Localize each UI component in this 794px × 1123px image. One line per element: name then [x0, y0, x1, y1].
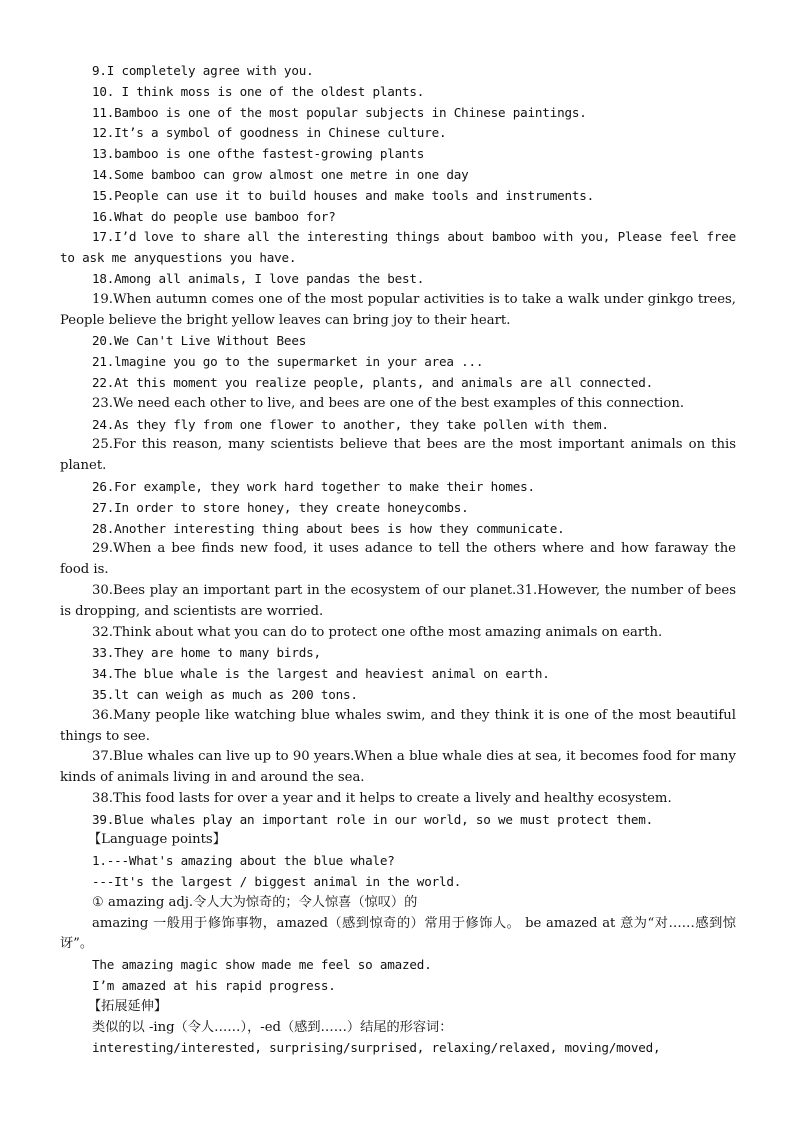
extension-intro: 类似的以 -ing（令人……），-ed（感到……）结尾的形容词：: [92, 1019, 453, 1035]
sentence-11: 11.Bamboo is one of the most popular subjects in Chinese paintings.: [92, 104, 587, 120]
sentence-24: 24.As they fly from one flower to another, they take pollen with them.: [92, 416, 609, 432]
language-point-question: 1.---What's amazing about the blue whale?: [92, 853, 395, 869]
sentence-13: 13.bamboo is one ofthe fastest-growing plants: [92, 146, 425, 162]
sentence-27: 27.In order to store honey, they create honeycombs.: [92, 499, 469, 515]
sentence-30-31: 30.Bees play an important part in the ecosystem of our planet.31.However, the number of bees is dropping, and scientists are worried.: [60, 582, 736, 619]
sentence-15: 15.People can use it to build houses and make tools and instruments.: [92, 187, 594, 203]
sentence-36: 36.Many people like watching blue whales swim, and they think it is one of the most beautiful things to see.: [60, 707, 736, 744]
sentence-21: 21.lmagine you go to the supermarket in your area ...: [92, 354, 484, 370]
language-point-definition: ① amazing adj.令人大为惊奇的；令人惊喜（惊叹）的: [92, 894, 418, 910]
sentence-33: 33.They are home to many birds,: [92, 645, 321, 661]
sentence-12: 12.It’s a symbol of goodness in Chinese culture.: [92, 125, 447, 141]
sentence-14: 14.Some bamboo can grow almost one metre in one day: [92, 166, 469, 182]
sentence-16: 16.What do people use bamboo for?: [92, 208, 336, 224]
language-point-answer: ---It's the largest / biggest animal in the world.: [92, 874, 462, 890]
language-point-usage-note: amazing 一般用于修饰事物，amazed（感到惊奇的）常用于修饰人。 be amazed at 意为“对……感到惊讶”。: [60, 915, 736, 952]
sentence-19: 19.When autumn comes one of the most popular activities is to take a walk under ginkgo trees, People believe the bright yellow leaves can bring joy to their heart.: [60, 291, 736, 328]
sentence-23: 23.We need each other to live, and bees are one of the best examples of this connection.: [92, 395, 685, 411]
sentence-10: 10. I think moss is one of the oldest plants.: [92, 83, 425, 99]
sentence-17: 17.I’d love to share all the interesting things about bamboo with you, Please feel free to ask me anyquestions you have.: [60, 229, 736, 266]
extension-adjective-list: interesting/interested, surprising/surprised, relaxing/relaxed, moving/moved,: [92, 1040, 661, 1056]
language-points-heading: 【Language points】: [88, 832, 226, 848]
sentence-34: 34.The blue whale is the largest and heaviest animal on earth.: [92, 666, 550, 682]
sentence-20-title: 20.We Can't Live Without Bees: [92, 333, 307, 349]
language-point-example-1: The amazing magic show made me feel so amazed.: [92, 957, 432, 973]
sentence-18: 18.Among all animals, I love pandas the best.: [92, 270, 425, 286]
extension-heading: 【拓展延伸】: [88, 998, 168, 1014]
sentence-29: 29.When a bee finds new food, it uses adance to tell the others where and how faraway the food is.: [60, 541, 736, 578]
sentence-22: 22.At this moment you realize people, plants, and animals are all connected.: [92, 374, 654, 390]
sentence-28: 28.Another interesting thing about bees is how they communicate.: [92, 520, 565, 536]
language-point-example-2: I’m amazed at his rapid progress.: [92, 978, 336, 994]
sentence-9: 9.I completely agree with you.: [92, 63, 314, 78]
sentence-35: 35.lt can weigh as much as 200 tons.: [92, 686, 358, 702]
sentence-37: 37.Blue whales can live up to 90 years.When a blue whale dies at sea, it becomes food for many kinds of animals living in and around the sea.: [60, 749, 736, 786]
sentence-26: 26.For example, they work hard together to make their homes.: [92, 478, 535, 494]
sentence-38: 38.This food lasts for over a year and it helps to create a lively and healthy ecosystem.: [92, 790, 672, 806]
document-body: [60, 61, 736, 1059]
sentence-25: 25.For this reason, many scientists believe that bees are the most important animals on this planet.: [60, 437, 736, 474]
sentence-39: 39.Blue whales play an important role in our world, so we must protect them.: [92, 811, 654, 827]
sentence-32: 32.Think about what you can do to protect one ofthe most amazing animals on earth.: [92, 624, 663, 640]
